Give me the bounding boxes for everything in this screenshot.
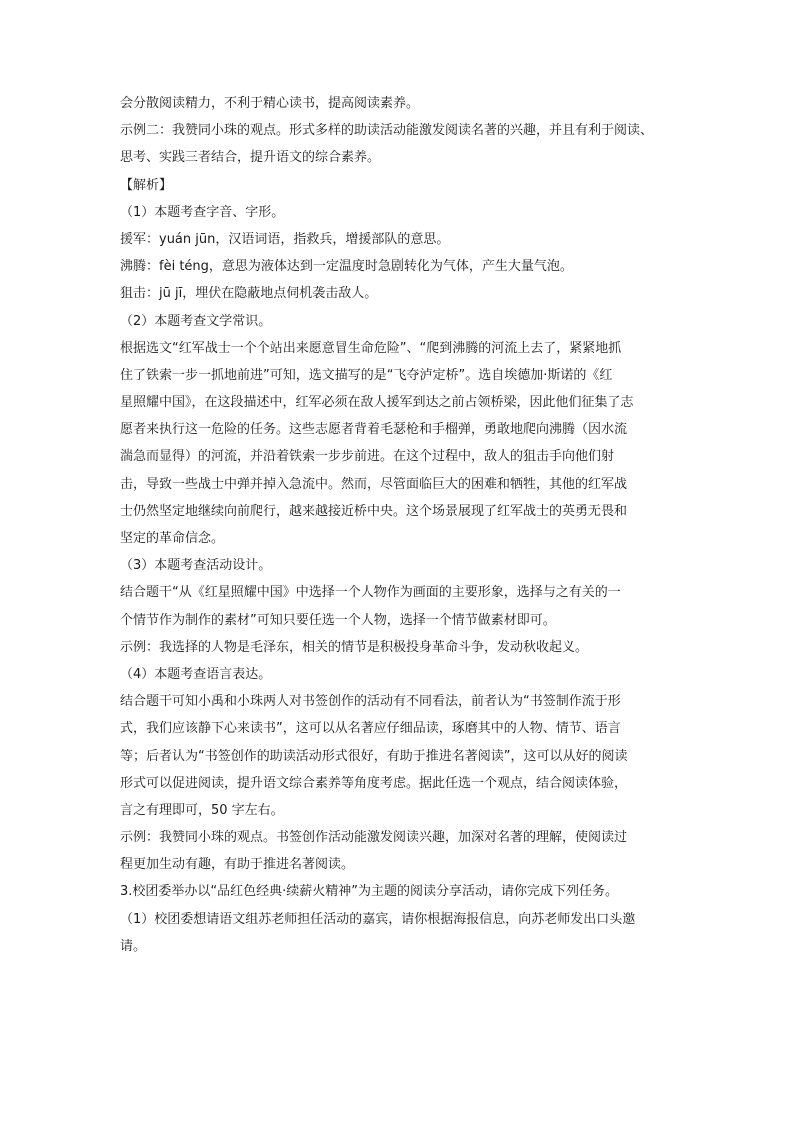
text-line: 示例二：我赞同小珠的观点。形式多样的助读活动能激发阅读名著的兴趣，并且有利于阅读、 [120,123,654,139]
text-line: 示例：我赞同小珠的观点。书签创作活动能激发阅读兴趣，加深对名著的理解，使阅读过 [120,830,628,846]
text-line: 星照耀中国》，在这段描述中，红军必须在敌人援军到达之前占领桥梁，因此他们征集了志 [120,395,634,411]
text-line: 士仍然坚定地继续向前爬行，越来越接近桥中央。这个场景展现了红军战士的英勇无畏和 [120,503,628,519]
text-line: 沸腾：fèi téng，意思为液体达到一定温度时急剧转化为气体，产生大量气泡。 [120,259,573,275]
question-heading: 3.校团委举办以“品红色经典·续薪火精神”为主题的阅读分享活动，请你完成下列任务。 [120,884,619,900]
text-line: 住了铁索一步一抓地前进”可知，选文描写的是“飞夺泸定桥”。选自埃德加·斯诺的《红 [120,367,613,383]
section-heading-analysis: 【解析】 [120,177,173,193]
text-line: 援军：yuán jūn，汉语词语，指救兵，增援部队的意思。 [120,231,450,247]
text-line: （1）校团委想请语文组苏老师担任活动的嘉宾，请你根据海报信息，向苏老师发出口头邀 [120,911,636,927]
text-line: 形式可以促进阅读，提升语文综合素养等角度考虑。据此任选一个观点，结合阅读体验， [120,775,628,791]
text-line: 击，导致一些战士中弹并掉入急流中。然而，尽管面临巨大的困难和牺牲，其他的红军战 [120,476,628,492]
text-line: 根据选文“红军战士一个个站出来愿意冒生命危险”、“爬到沸腾的河流上去了，紧紧地抓 [120,340,622,356]
text-line: 愿者来执行这一危险的任务。这些志愿者背着毛瑟枪和手榴弹，勇敢地爬向沸腾（因水流 [120,422,628,438]
text-line: 等；后者认为“书签创作的助读活动形式很好，有助于推进名著阅读”，这可以从好的阅读 [120,748,628,764]
text-line: 会分散阅读精力，不利于精心读书，提高阅读素养。 [120,96,420,111]
text-line: 式，我们应该静下心来读书”，这可以从名著应仔细品读，琢磨其中的人物、情节、语言 [120,721,621,737]
text-line: 示例：我选择的人物是毛泽东，相关的情节是积极投身革命斗争，发动秋收起义。 [120,639,589,655]
text-line: （4）本题考查语言表达。 [120,666,272,682]
document-body [120,90,680,960]
text-line: （1）本题考查字音、字形。 [120,204,285,220]
text-line: 个情节作为制作的素材”可知只要任选一个人物，选择一个情节做素材即可。 [120,612,556,628]
text-line: 程更加生动有趣，有助于推进名著阅读。 [120,857,355,873]
text-line: 请。 [120,938,147,954]
text-line: （2）本题考查文学常识。 [120,313,272,329]
text-line: 结合题干可知小禹和小珠两人对书签创作的活动有不同看法，前者认为“书签制作流于形 [120,694,621,710]
text-line: 坚定的革命信念。 [120,531,225,546]
text-line: 思考、实践三者结合，提升语文的综合素养。 [120,150,381,166]
text-line: （3）本题考查活动设计。 [120,558,272,574]
text-line: 言之有理即可，50 字左右。 [120,802,284,818]
text-line: 狙击：jū jī，埋伏在隐蔽地点伺机袭击敌人。 [120,286,378,302]
text-line: 结合题干“从《红星照耀中国》中选择一个人物作为画面的主要形象，选择与之有关的一 [120,585,621,601]
text-line: 湍急而显得）的河流，并沿着铁索一步步前进。在这个过程中，敌人的狙击手向他们射 [120,449,615,465]
